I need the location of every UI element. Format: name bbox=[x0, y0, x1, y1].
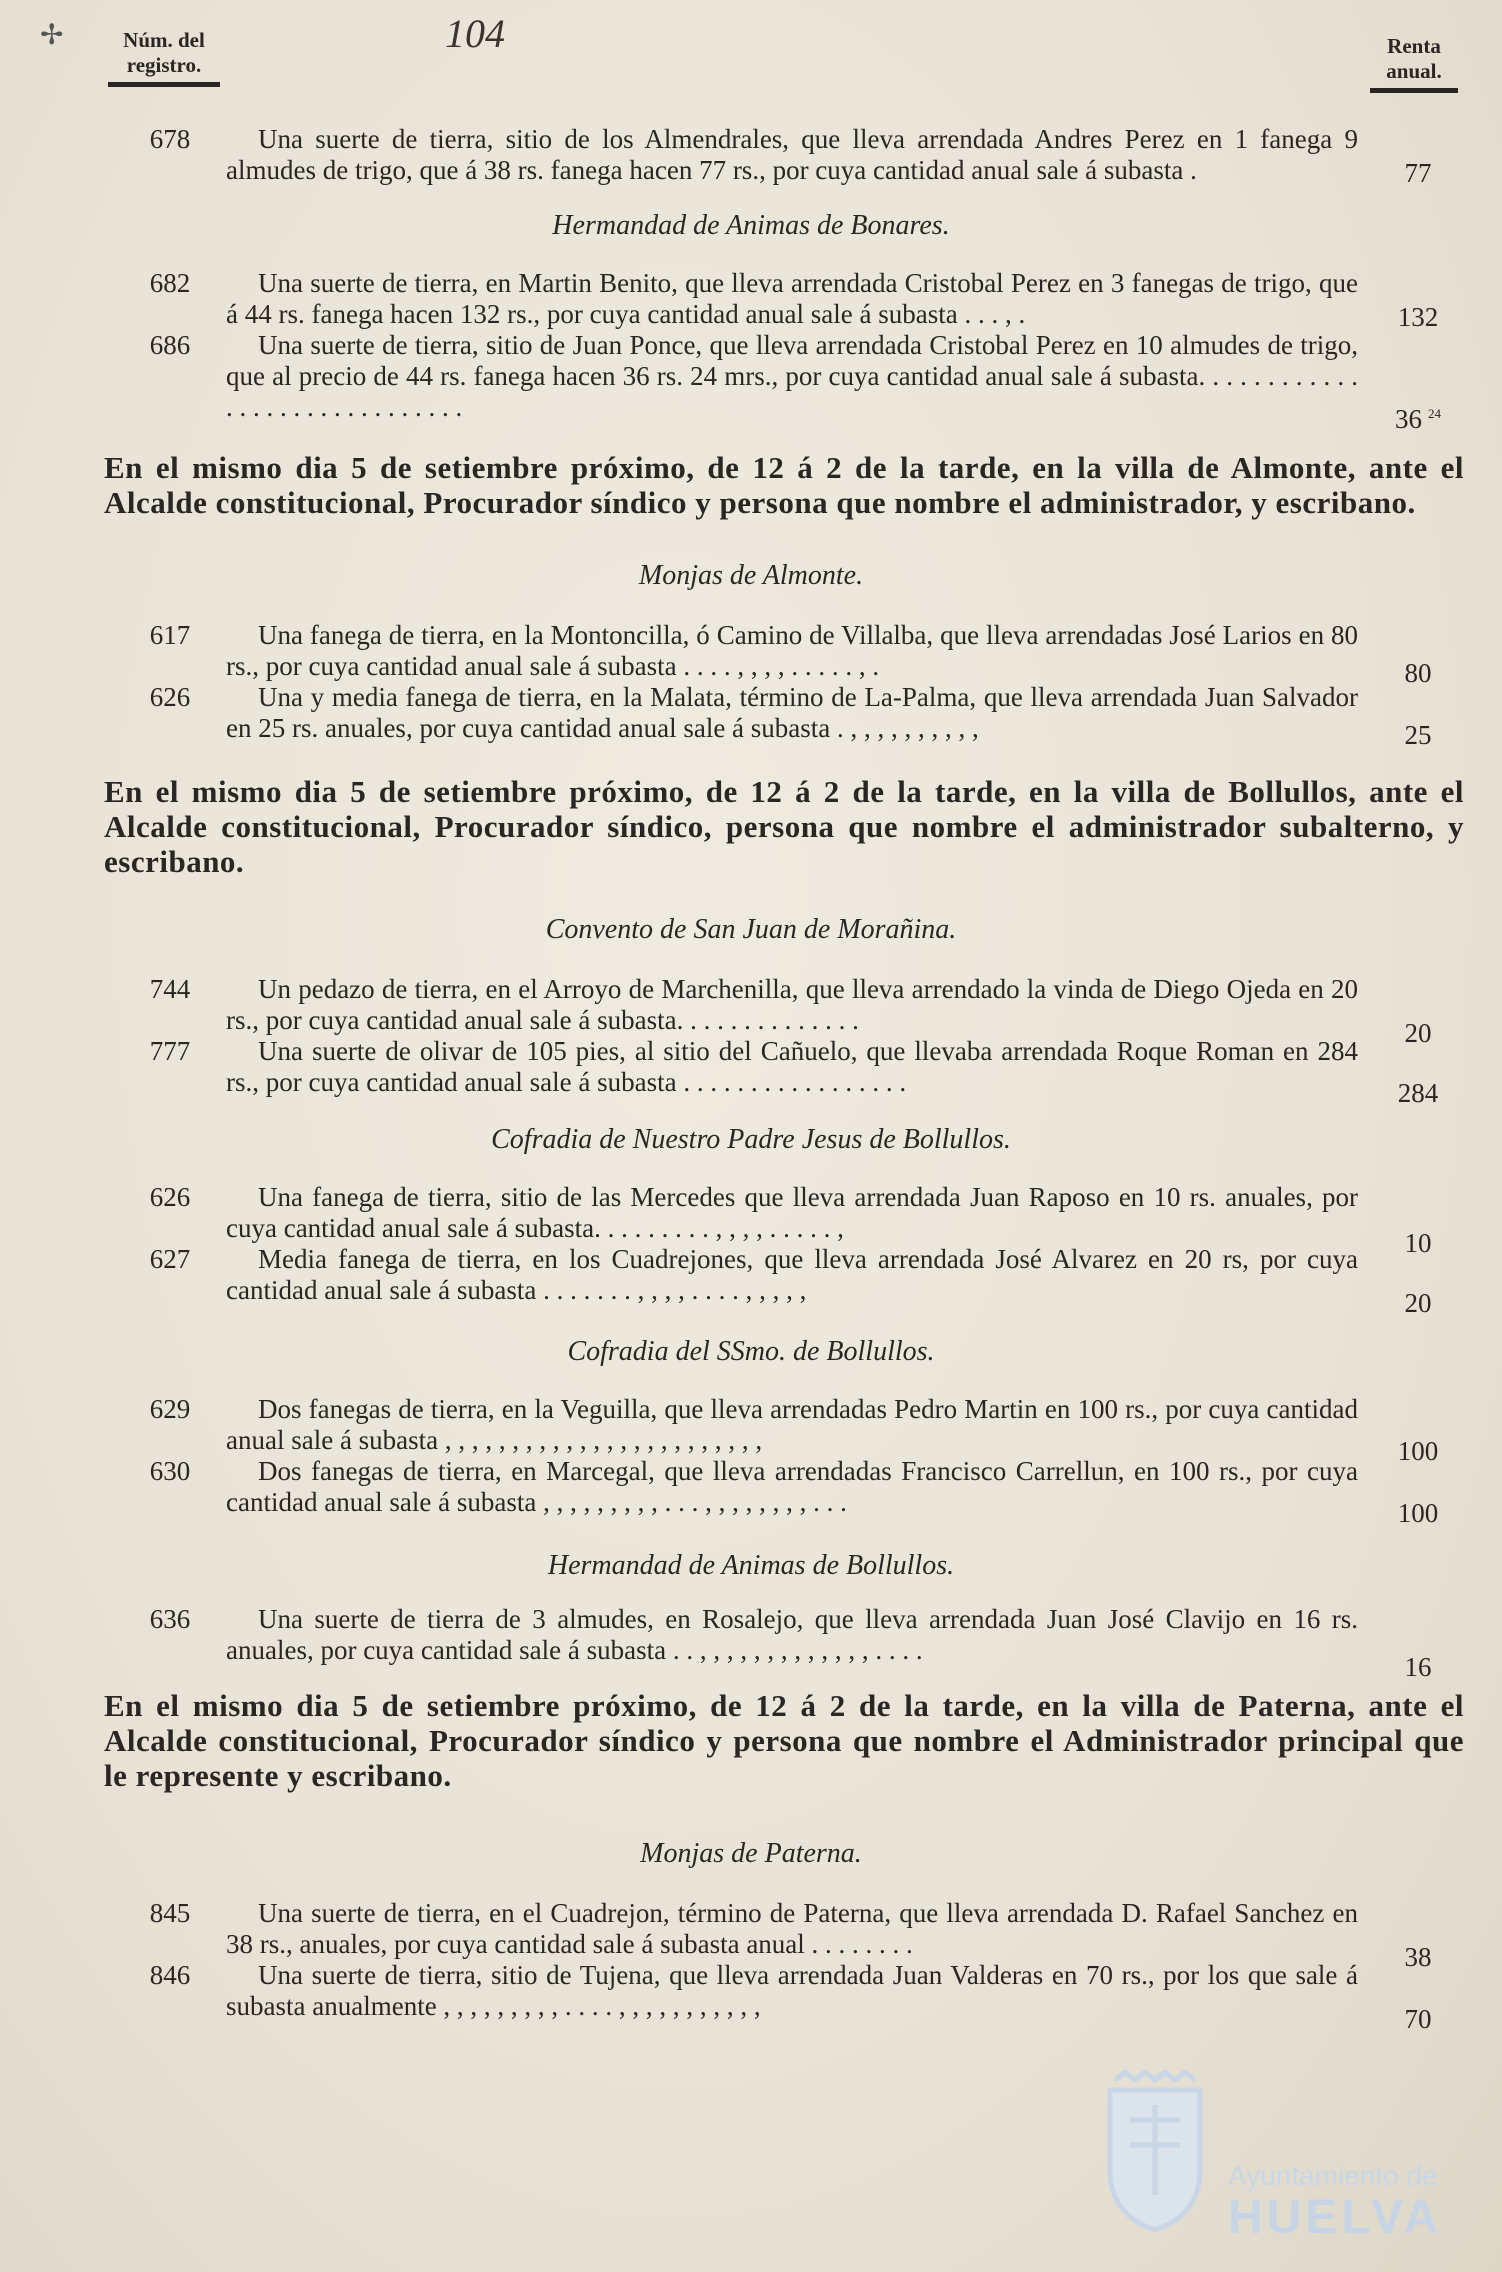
entry-text: Una suerte de tierra, sitio de Tujena, que lleva arrendada Juan Valderas en 70 rs., por los que sale á subasta anualmente , , , , , , , , , . . . . , , , , , , , , , , , bbox=[226, 1960, 1358, 2021]
entry-text: Un pedazo de tierra, en el Arroyo de Marchenilla, que lleva arrendado la vinda de Diego Ojeda en 20 rs., por cuya cantidad anual sale á subasta. . . . . . . . . . . . . . bbox=[226, 974, 1358, 1035]
entry-text: Una suerte de tierra, en el Cuadrejon, término de Paterna, que lleva arrendada D. Rafael Sanchez en 38 rs., anuales, por cuya cantidad sale á subasta anual . . . . . . . . bbox=[226, 1898, 1358, 1959]
entry-amount: 100 bbox=[1397, 1498, 1439, 1528]
entry-text: Una fanega de tierra, sitio de las Mercedes que lleva arrendada Juan Raposo en 10 rs. anuales, por cuya cantidad anual sale á subasta. . . . . . . . . , , , , . . . . . , bbox=[226, 1182, 1358, 1243]
entry-amount-maravedis: 24 bbox=[1428, 406, 1441, 421]
entry-text: Una suerte de tierra, sitio de los Almendrales, que lleva arrendada Andres Perez en 1 fanega 9 almudes de trigo, que á 38 rs. fanega hacen 77 rs., por cuya cantidad anual sale á subasta . bbox=[226, 124, 1358, 185]
section-title: Monjas de Almonte. bbox=[638, 560, 864, 591]
entry-text: Una y media fanega de tierra, en la Malata, término de La-Palma, que lleva arrendada Juan Salvador en 25 rs. anuales, por cuya cantidad anual sale á subasta . , , , , , , , , , , bbox=[226, 682, 1358, 743]
entry-amount: 25 bbox=[1404, 720, 1432, 750]
entry-text: Dos fanegas de tierra, en la Veguilla, que lleva arrendadas Pedro Martin en 100 rs., por cuya cantidad anual sale á subasta , , , , , , , , , , , , , , , , , , , , , , , , bbox=[226, 1394, 1358, 1455]
entry-amount: 100 bbox=[1397, 1436, 1439, 1466]
auction-notice-bollullos: En el mismo dia 5 de setiembre próximo, de 12 á 2 de la tarde, en la villa de Bollullos, ante el Alcalde constitucional, Procurador síndico, persona que nombre el administrador subalterno, y escribano. bbox=[104, 774, 1464, 879]
section-title: Cofradia del SSmo. de Bollullos. bbox=[567, 1336, 935, 1367]
entry-text: Media fanega de tierra, en los Cuadrejones, que lleva arrendada José Alvarez en 20 rs, por cuya cantidad anual sale á subasta . . . . . . . , , , , . . . . , , , , , bbox=[226, 1244, 1358, 1305]
entry-amount: 10 bbox=[1404, 1228, 1432, 1258]
entry-text: Dos fanegas de tierra, en Marcegal, que lleva arrendadas Francisco Carrellun, en 100 rs., por cuya cantidad anual sale á subasta , , , , , , , , , . . . , , , , , , , , . . . bbox=[226, 1456, 1358, 1517]
header-registry-number bbox=[108, 28, 220, 87]
entry-number: 846 bbox=[149, 1960, 191, 1990]
entry-number: 627 bbox=[149, 1244, 191, 1274]
entry-amount: 16 bbox=[1404, 1652, 1432, 1682]
header-right-line1: Renta bbox=[1387, 34, 1441, 58]
entry-number: 686 bbox=[149, 330, 191, 360]
header-annual-rent bbox=[1370, 34, 1458, 93]
entry-number: 845 bbox=[149, 1898, 191, 1928]
page-number-handwritten: 104 bbox=[445, 11, 505, 56]
watermark-line1: Ayuntamiento de bbox=[1228, 2160, 1438, 2191]
entry-amount: 77 bbox=[1404, 158, 1432, 188]
entry-amount-value: 36 bbox=[1395, 404, 1422, 434]
entry-text: Una suerte de tierra de 3 almudes, en Rosalejo, que lleva arrendada Juan José Clavijo en 16 rs. anuales, por cuya cantidad sale á subasta . . , , , , , , , , , , , , , . . . . bbox=[226, 1604, 1358, 1665]
header-right-rule bbox=[1370, 88, 1458, 93]
entry-amount: 20 bbox=[1404, 1018, 1432, 1048]
entry-number: 636 bbox=[149, 1604, 191, 1634]
entry-number: 626 bbox=[149, 1182, 191, 1212]
entry-number: 744 bbox=[149, 974, 191, 1004]
entry-number: 678 bbox=[149, 124, 191, 154]
entry-number: 617 bbox=[149, 620, 191, 650]
entry-amount: 132 bbox=[1397, 302, 1439, 332]
section-title: Monjas de Paterna. bbox=[640, 1838, 862, 1869]
section-title: Convento de San Juan de Morañina. bbox=[545, 914, 957, 945]
entry-amount: 38 bbox=[1404, 1942, 1432, 1972]
entry-number: 626 bbox=[149, 682, 191, 712]
corner-pencil-mark: ✢ bbox=[40, 20, 64, 51]
entry-number: 629 bbox=[149, 1394, 191, 1424]
entry-number: 630 bbox=[149, 1456, 191, 1486]
section-title: Cofradia de Nuestro Padre Jesus de Bollullos. bbox=[491, 1124, 1011, 1155]
entry-text: Una suerte de olivar de 105 pies, al sitio del Cañuelo, que llevaba arrendada Roque Roman en 284 rs., por cuya cantidad anual sale á subasta . . . . . . . . . . . . . . . . . bbox=[226, 1036, 1358, 1097]
entry-text: Una suerte de tierra, en Martin Benito, que lleva arrendada Cristobal Perez en 3 fanegas de trigo, que á 44 rs. fanega hacen 132 rs., por cuya cantidad anual sale á subasta . . . , . bbox=[226, 268, 1358, 329]
header-right-line2: anual. bbox=[1386, 59, 1442, 83]
entry-text: Una suerte de tierra, sitio de Juan Ponce, que lleva arrendada Cristobal Perez en 10 almudes de trigo, que al precio de 44 rs. fanega hacen 36 rs. 24 mrs., por cuya cantidad anual sale á subasta. . . . . . . . . . . . . . . . . . . . . . . . . . . . . . bbox=[226, 330, 1358, 422]
header-left-line2: registro. bbox=[126, 53, 202, 77]
auction-notice-almonte: En el mismo dia 5 de setiembre próximo, de 12 á 2 de la tarde, en la villa de Almonte, ante el Alcalde constitucional, Procurador síndico y persona que nombre el administrador, y escribano. bbox=[104, 450, 1464, 520]
header-left-rule bbox=[108, 82, 220, 87]
entry-number: 682 bbox=[149, 268, 191, 298]
entry-text: Una fanega de tierra, en la Montoncilla, ó Camino de Villalba, que lleva arrendadas José Larios en 80 rs., por cuya cantidad anual sale á subasta . . . . , , , , . . . . . , . bbox=[226, 620, 1358, 681]
entry-amount: 70 bbox=[1404, 2004, 1432, 2034]
section-title: Hermandad de Animas de Bonares. bbox=[552, 210, 950, 241]
section-title: Hermandad de Animas de Bollullos. bbox=[547, 1550, 955, 1581]
entry-amount: 20 bbox=[1404, 1288, 1432, 1318]
watermark-line2: HUELVA bbox=[1228, 2191, 1443, 2244]
auction-notice-paterna: En el mismo dia 5 de setiembre próximo, de 12 á 2 de la tarde, en la villa de Paterna, ante el Alcalde constitucional, Procurador síndico y persona que nombre el Administrador principal que le represente y escribano. bbox=[104, 1688, 1464, 1793]
entry-number: 777 bbox=[149, 1036, 191, 1066]
entry-amount: 284 bbox=[1397, 1078, 1439, 1108]
entry-amount: 80 bbox=[1404, 658, 1432, 688]
header-left-line1: Núm. del bbox=[123, 28, 205, 52]
entry-amount bbox=[1382, 398, 1454, 435]
